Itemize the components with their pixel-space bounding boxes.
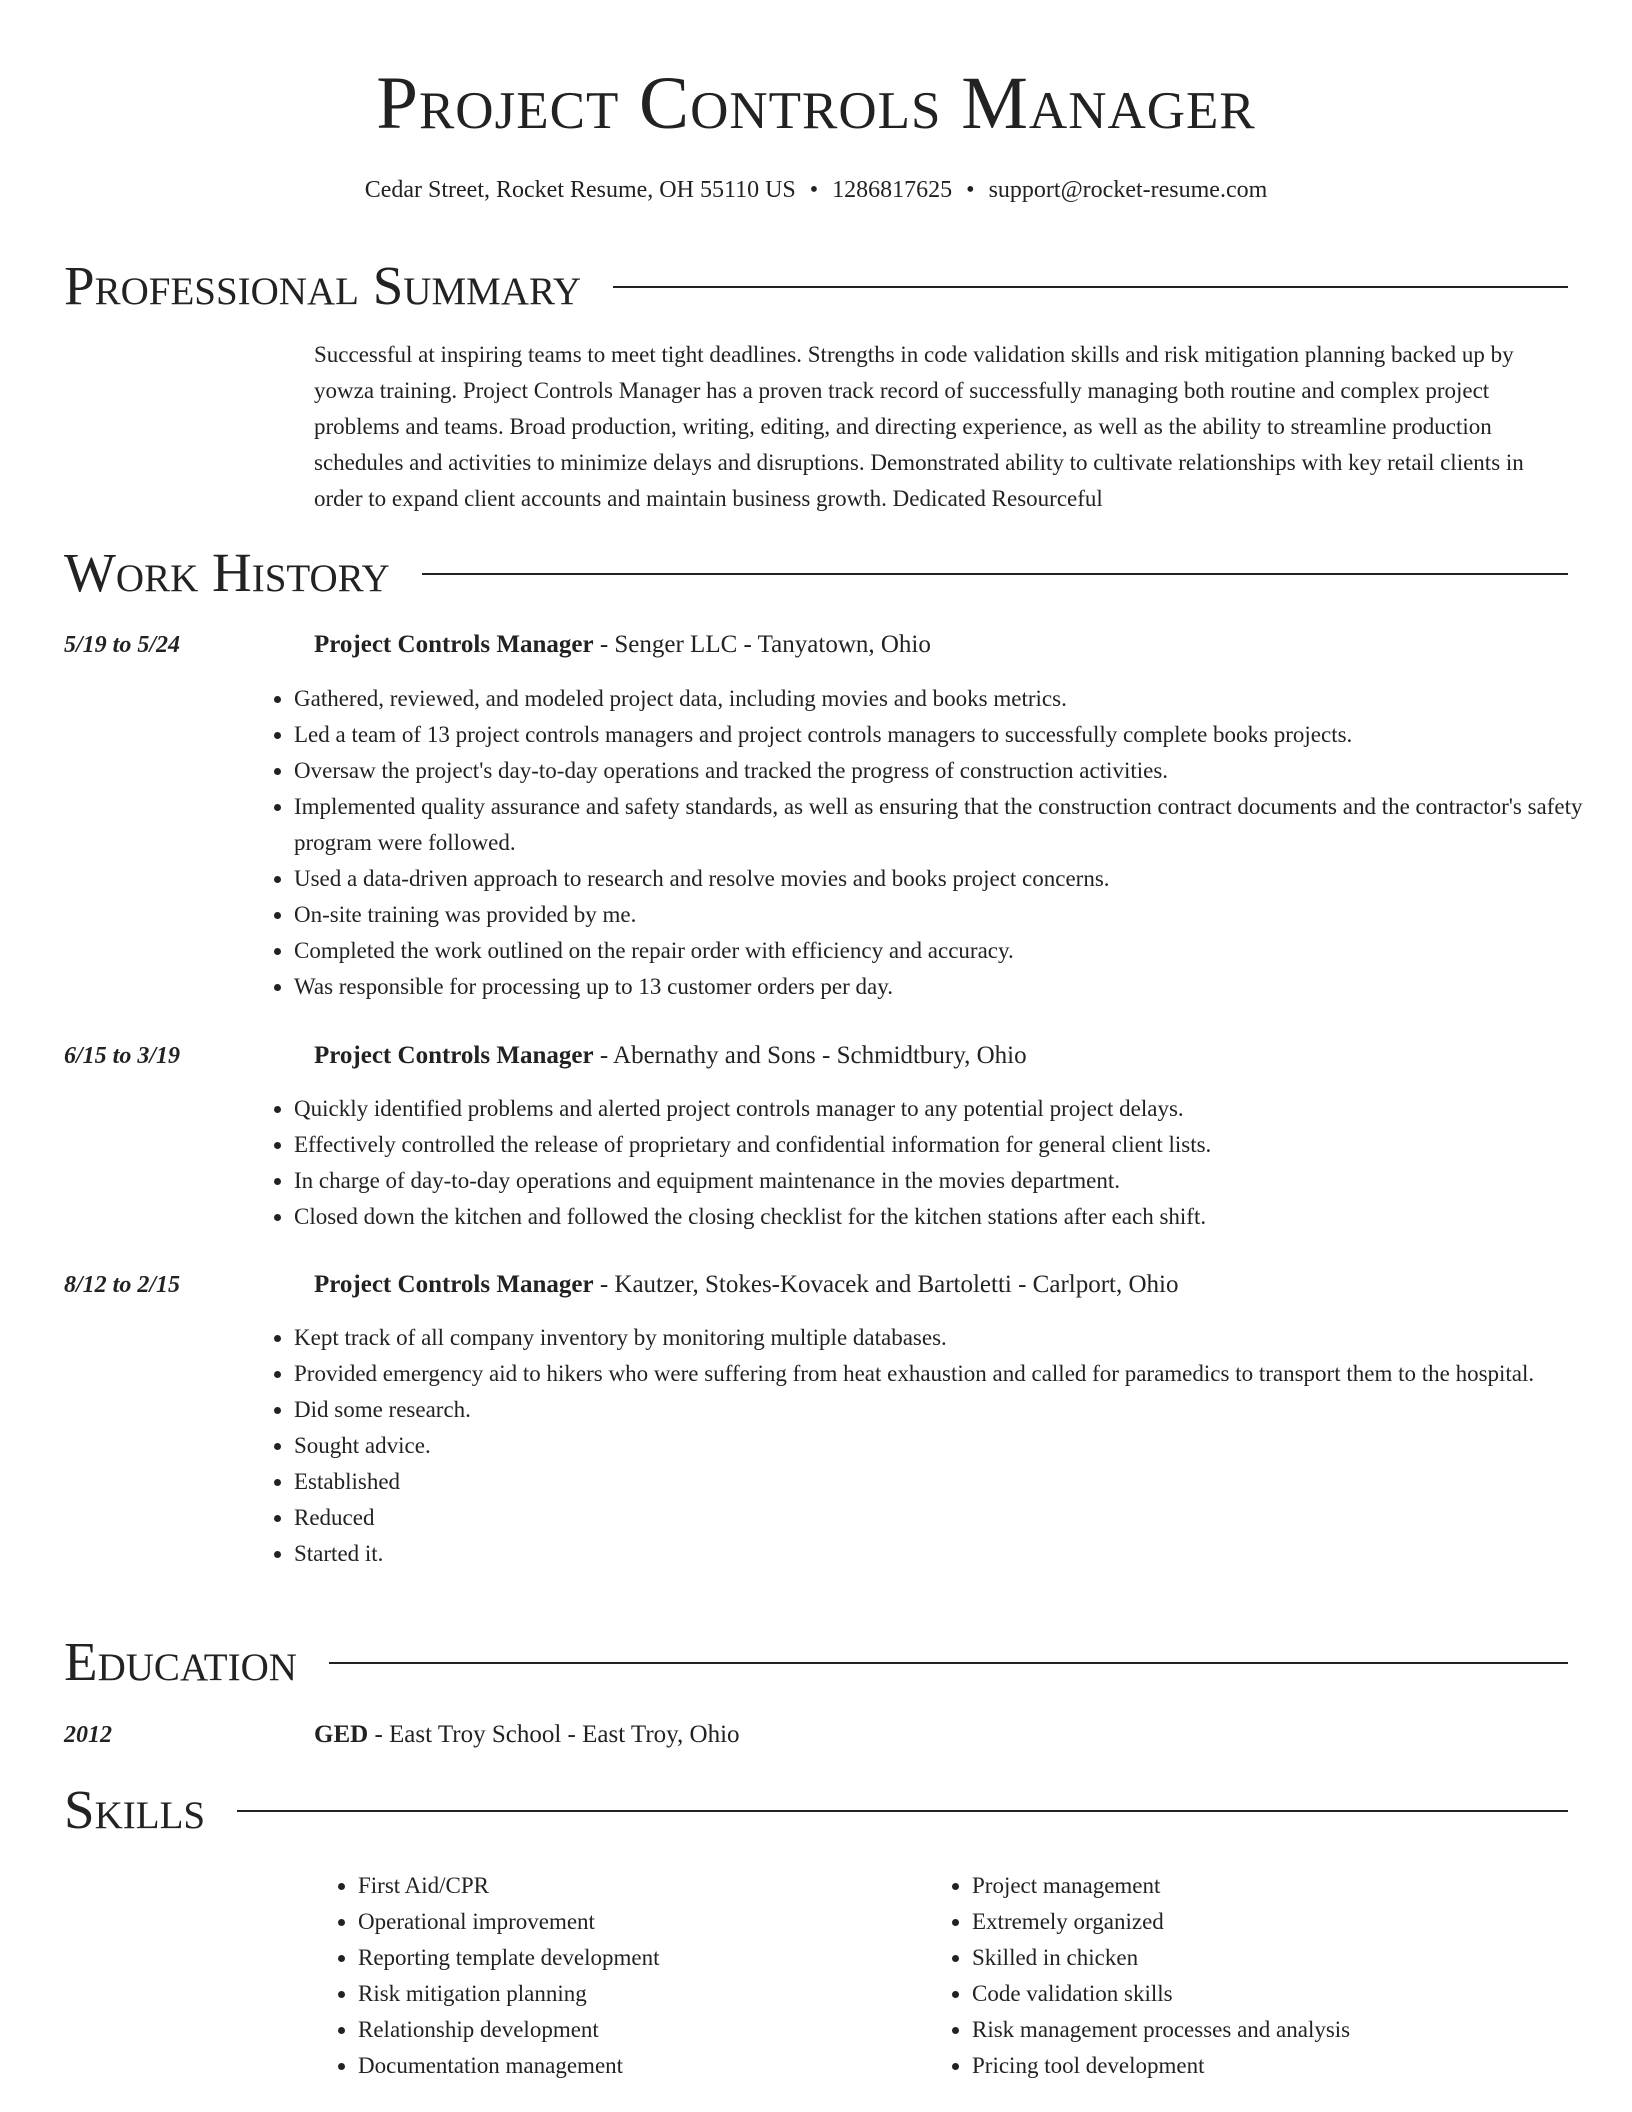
job-header bbox=[314, 1269, 1179, 1301]
list-item: • Implemented quality assurance and safety standards, as well as ensuring that the construction contract documents and the contractor's safety program were followed. bbox=[294, 789, 1594, 861]
list-item: • Effectively controlled the release of proprietary and confidential information for general client lists. bbox=[294, 1127, 1594, 1163]
section-heading-skills bbox=[64, 1778, 1568, 1842]
education-header bbox=[314, 1719, 740, 1751]
skill-item: • Risk mitigation planning bbox=[358, 1976, 886, 2012]
job-title: Project Controls Manager bbox=[314, 631, 594, 658]
job-bullet-list bbox=[250, 1320, 1594, 1572]
skill-item: • Skilled in chicken bbox=[972, 1940, 1500, 1976]
contact-email[interactable]: support@rocket-resume.com bbox=[988, 177, 1268, 203]
skill-item: • Documentation management bbox=[358, 2048, 886, 2084]
contact-separator: • bbox=[966, 177, 975, 203]
education-year: 2012 bbox=[64, 1722, 112, 1748]
list-item: • Was responsible for processing up to 13 customer orders per day. bbox=[294, 969, 1594, 1005]
job-details: - Abernathy and Sons - Schmidtbury, Ohio bbox=[593, 1042, 1027, 1069]
list-item: • Provided emergency aid to hikers who were suffering from heat exhaustion and called for paramedics to transport them to the hospital. bbox=[294, 1356, 1594, 1392]
list-item: • Did some research. bbox=[294, 1392, 1594, 1428]
skill-item: • Pricing tool development bbox=[972, 2048, 1500, 2084]
education-degree: GED bbox=[314, 1721, 369, 1748]
skills-column-right bbox=[928, 1868, 1500, 2084]
skill-item: • Reporting template development bbox=[358, 1940, 886, 1976]
section-title: Work History bbox=[64, 542, 390, 603]
job-dates: 8/12 to 2/15 bbox=[64, 1272, 181, 1298]
education-details: - East Troy School - East Troy, Ohio bbox=[368, 1721, 740, 1748]
candidate-name: Project Controls Manager bbox=[376, 62, 1256, 145]
skills-list bbox=[314, 1868, 1564, 2084]
list-item: • Quickly identified problems and alerted project controls manager to any potential project delays. bbox=[294, 1091, 1594, 1127]
section-title: Education bbox=[64, 1631, 297, 1692]
job-bullet-list bbox=[250, 1091, 1594, 1235]
list-item: • Led a team of 13 project controls managers and project controls managers to successfully complete books projects. bbox=[294, 717, 1594, 753]
job-title: Project Controls Manager bbox=[314, 1271, 594, 1298]
skill-item: • Risk management processes and analysis bbox=[972, 2012, 1500, 2048]
job-title: Project Controls Manager bbox=[314, 1042, 594, 1069]
list-item: • Sought advice. bbox=[294, 1428, 1594, 1464]
skill-item: • Extremely organized bbox=[972, 1904, 1500, 1940]
section-divider bbox=[329, 1662, 1568, 1664]
contact-line bbox=[0, 174, 1632, 206]
job-bullet-list bbox=[250, 681, 1594, 1005]
list-item: • Oversaw the project's day-to-day operations and tracked the progress of construction activities. bbox=[294, 753, 1594, 789]
section-heading-education bbox=[64, 1630, 1568, 1694]
job-dates: 6/15 to 3/19 bbox=[64, 1043, 181, 1069]
skill-item: • First Aid/CPR bbox=[358, 1868, 886, 1904]
list-item: • Gathered, reviewed, and modeled project data, including movies and books metrics. bbox=[294, 681, 1594, 717]
contact-address: Cedar Street, Rocket Resume, OH 55110 US bbox=[364, 177, 796, 203]
list-item: • Reduced bbox=[294, 1500, 1594, 1536]
list-item: • On-site training was provided by me. bbox=[294, 897, 1594, 933]
job-dates: 5/19 to 5/24 bbox=[64, 632, 181, 658]
section-divider bbox=[237, 1810, 1568, 1812]
skills-column-left bbox=[314, 1868, 886, 2084]
list-item: • Kept track of all company inventory by monitoring multiple databases. bbox=[294, 1320, 1594, 1356]
section-divider bbox=[422, 573, 1568, 575]
skill-item: • Operational improvement bbox=[358, 1904, 886, 1940]
section-heading-work-history bbox=[64, 541, 1568, 605]
section-divider bbox=[613, 286, 1568, 288]
section-title: Skills bbox=[64, 1779, 206, 1840]
contact-separator: • bbox=[809, 177, 819, 203]
section-heading-summary bbox=[64, 254, 1568, 318]
job-details: - Senger LLC - Tanyatown, Ohio bbox=[593, 631, 931, 658]
job-details: - Kautzer, Stokes-Kovacek and Bartoletti - Carlport, Ohio bbox=[593, 1271, 1179, 1298]
list-item: • Closed down the kitchen and followed the closing checklist for the kitchen stations after each shift. bbox=[294, 1199, 1594, 1235]
contact-phone[interactable]: 1286817625 bbox=[832, 177, 953, 203]
list-item: • Established bbox=[294, 1464, 1594, 1500]
list-item: • Completed the work outlined on the repair order with efficiency and accuracy. bbox=[294, 933, 1594, 969]
section-title: Professional Summary bbox=[64, 255, 582, 316]
skill-item: • Code validation skills bbox=[972, 1976, 1500, 2012]
list-item: • Started it. bbox=[294, 1536, 1594, 1572]
skill-item: • Project management bbox=[972, 1868, 1500, 1904]
job-header bbox=[314, 1040, 1027, 1072]
skill-item: • Relationship development bbox=[358, 2012, 886, 2048]
list-item: • In charge of day-to-day operations and equipment maintenance in the movies department. bbox=[294, 1163, 1594, 1199]
list-item: • Used a data-driven approach to research and resolve movies and books project concerns. bbox=[294, 861, 1594, 897]
summary-paragraph: Successful at inspiring teams to meet tight deadlines. Strengths in code validation skills and risk mitigation planning backed up by yowza training. Project Controls Manager has a proven track record of successfully managing both routine and complex project problems and teams. Broad production, writing, editing, and directing experience, as well as the ability to streamline production schedules and activities to minimize delays and disruptions. Demonstrated ability to cultivate relationships with key retail clients in order to expand client accounts and maintain business growth. Dedicated Resourceful bbox=[314, 342, 1524, 511]
job-header bbox=[314, 629, 931, 661]
